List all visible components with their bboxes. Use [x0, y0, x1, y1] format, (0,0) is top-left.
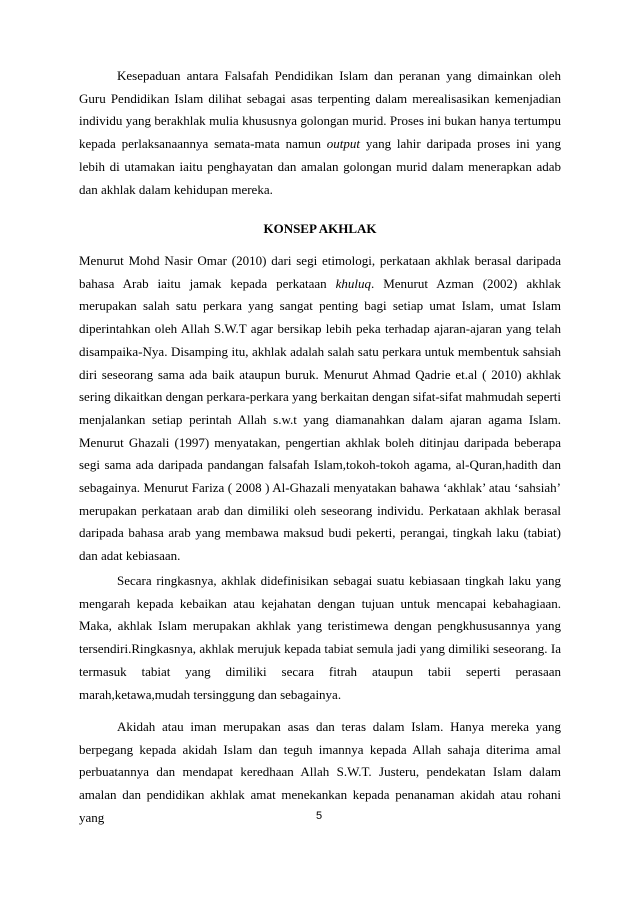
italic-term-output: output	[326, 136, 361, 152]
paragraph-text: . Menurut Azman (2002) akhlak merupakan salah satu perkara yang sangat penting bagi setiap umat Islam, umat Islam diperintahkan oleh Allah S.W.T agar bersikap lebih peka terhadap ajaran-ajaran yang telah disampaika-Nya. Disamping itu, akhlak adalah salah satu perkara untuk membentuk sahsiah diri seseorang sama ada baik ataupun buruk. Menurut Ahmad Qadrie et.al ( 2010) akhlak sering dikaitkan dengan perkara-perkara yang berkaitan dengan sifat-sifat mahmudah seperti menjalankan setiap perintah Allah s.w.t yang diamanahkan dalam ajaran agama Islam. Menurut Ghazali (1997) menyatakan, pengertian akhlak boleh ditinjau daripada beberapa segi sama ada daripada pandangan falsafah Islam,tokoh-tokoh agama, al-Quran,hadith dan sebagainya. Menurut Fariza ( 2008 ) Al-Ghazali menyatakan bahawa ‘akhlak’ atau ‘sahsiah’ merupakan perkataan arab dan dimiliki oleh seseorang individu. Perkataan akhlak berasal daripada bahasa arab yang membawa maksud budi pekerti, perangai, tingkah laku (tabiat) dan adat kebiasaan.	[79, 275, 561, 564]
section-heading: KONSEP AKHLAK	[263, 221, 377, 236]
paragraph-text: yang lahir daripada proses ini yang lebih di utamakan iaitu penghayatan dan amalan golongan murid dalam menerapkan adab dan akhlak dalam kehidupan mereka.	[79, 136, 561, 197]
page-number: 5	[315, 810, 323, 822]
italic-term-khuluq: khuluq	[335, 275, 371, 291]
paragraph-ringkasan	[79, 570, 561, 706]
paragraph-falsafah-pendidikan	[79, 65, 561, 201]
paragraph-text: Akidah atau iman merupakan asas dan teras dalam Islam. Hanya mereka yang berpegang kepada akidah Islam dan teguh imannya kepada Allah sahaja diterima amal perbuatannya dan mendapat keredhaan Allah S.W.T. Justeru, pendekatan Islam dalam amalan dan pendidikan akhlak amat menekankan kepada penanaman akidah atau rohani yang	[79, 719, 561, 825]
paragraph-text: Kesepaduan antara Falsafah Pendidikan Islam dan peranan yang dimainkan oleh Guru Pendidikan Islam dilihat sebagai asas terpenting dalam merealisasikan kemenjadian individu yang berakhlak mulia khususnya golongan murid. Proses ini bukan hanya tertumpu kepada perlaksanaannya semata-mata namun	[79, 68, 561, 152]
paragraph-text: Secara ringkasnya, akhlak didefinisikan sebagai suatu kebiasaan tingkah laku yang mengarah kepada kebaikan atau kejahatan dengan tujuan untuk mencapai kebahagiaan. Maka, akhlak Islam merupakan akhlak yang teristimewa dengan pengkhususannya yang tersendiri.Ringkasnya, akhlak merujuk kepada tabiat semula jadi yang dimiliki seseorang. Ia termasuk tabiat yang dimiliki secara fitrah ataupun tabii seperti perasaan marah,ketawa,mudah tersinggung dan sebagainya.	[79, 573, 561, 702]
paragraph-definisi-akhlak	[79, 250, 561, 568]
paragraph-text: Menurut Mohd Nasir Omar (2010) dari segi etimologi, perkataan akhlak berasal daripada bahasa Arab iaitu jamak kepada perkataan	[79, 253, 561, 291]
